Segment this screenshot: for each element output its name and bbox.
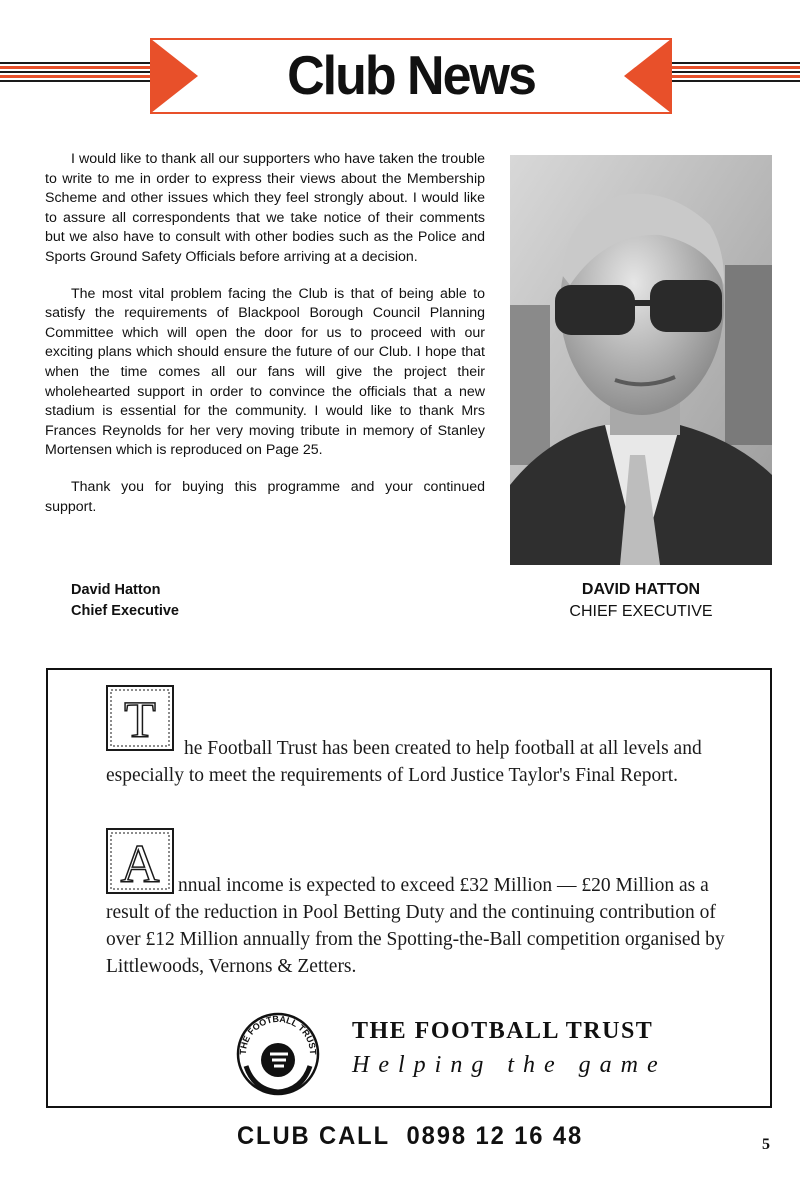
photo-caption: [510, 579, 772, 623]
signature-name: David Hatton: [71, 582, 161, 598]
caption-name: DAVID HATTON: [581, 581, 701, 598]
club-call-number: CLUB CALL 0898 12 16 48: [237, 1122, 584, 1150]
article-signature: [71, 580, 179, 622]
page-title: Club News: [287, 45, 535, 107]
caption-role: CHIEF EXECUTIVE: [569, 603, 713, 620]
header-rule-right: [650, 62, 800, 84]
header-rule-left: [0, 62, 172, 84]
trust-paragraph-2-text: nnual income is expected to exceed £32 Million — £20 Million as a result of the reduction in Pool Betting Duty and the continuing contribution of over £12 Million annually from the Spotting-the-Ball competition organised by Littlewoods, Vernons & Zetters.: [106, 875, 725, 977]
brand-tagline: Helping the game: [352, 1052, 667, 1078]
dropcap-a-letter: A: [120, 834, 160, 892]
article-paragraph-1: I would like to thank all our supporters who have taken the trouble to write to me in order to express their views about the Membership Scheme and other issues which they feel strongly about. I would like to assure all correspondents that we take notice of their comments but we also have to consult with other bodies such as the Police and Sports Ground Safety Officials before arriving at a decision.: [45, 151, 485, 265]
article-body: [45, 150, 485, 534]
trust-paragraph-2: [106, 872, 726, 980]
brand-title: THE FOOTBALL TRUST: [352, 1018, 654, 1044]
trust-paragraph-1: [106, 735, 726, 789]
article-paragraph-3: Thank you for buying this programme and your continued support.: [45, 478, 485, 515]
article-paragraph-2: The most vital problem facing the Club is that of being able to satisfy the requirements of Blackpool Borough Council Planning Committee which will open the door for us to proceed with our exciting plans which should ensure the future of our Club. I hope that when the time comes all our fans will give the project their wholehearted support in order to convince the officials that a new stadium is essential for the community. I would like to thank Mrs Frances Reynolds for her very moving tribute in memory of Stanley Mortensen which is reproduced on Page 25.: [45, 285, 485, 459]
portrait-photo: [510, 155, 772, 565]
dropcap-t-letter: T: [124, 692, 156, 749]
signature-role: Chief Executive: [71, 603, 179, 619]
page-number: 5: [762, 1136, 770, 1153]
logo-arc-text: THE FOOTBALL TRUST: [237, 1013, 319, 1055]
trust-paragraph-1-text: he Football Trust has been created to help football at all levels and especially to meet the requirements of Lord Justice Taylor's Final Report.: [106, 738, 702, 786]
header-banner: [150, 38, 672, 114]
football-trust-logo: [232, 1004, 324, 1096]
